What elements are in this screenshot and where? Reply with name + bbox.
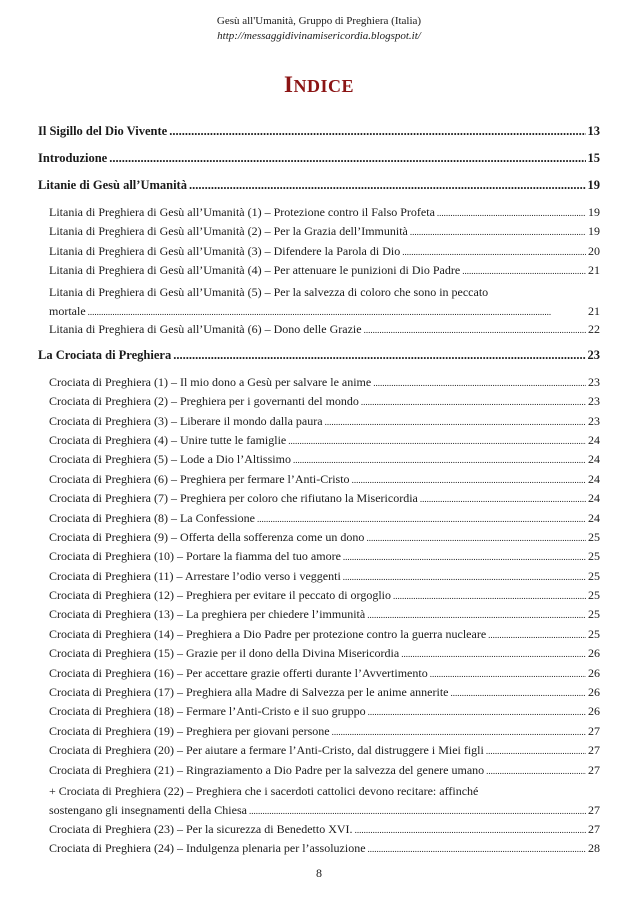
toc-subentry-line2 [49,801,600,821]
toc-subentry-title: Crociata di Preghiera (21) – Ringraziamento a Dio Padre per la salvezza del genere umano [49,762,485,777]
toc-subentry-page: 28 [588,841,600,856]
toc-entry-page: 13 [587,124,600,138]
toc-subentry-title: Litania di Preghiera di Gesù all’Umanità (2) – Per la Grazia dell’Immunità [49,224,408,239]
toc-subentry-page: 25 [588,626,600,641]
toc-entry-sigillo[interactable] [38,124,600,151]
toc-leader-dots [293,453,586,467]
toc-leader-dots [410,225,586,239]
toc-subentry-title: Crociata di Preghiera (9) – Offerta della sofferenza come un dono [49,529,365,544]
toc-subentry-title: Crociata di Preghiera (12) – Preghiera per evitare il peccato di orgoglio [49,588,391,603]
toc-subentry-title: Crociata di Preghiera (4) – Unire tutte le famiglie [49,432,287,447]
toc-subentry-title: Crociata di Preghiera (23) – Per la sicurezza di Benedetto XVI. [49,821,353,836]
toc-subentry[interactable] [38,743,600,762]
toc-subentry-title: Crociata di Preghiera (14) – Preghiera a Dio Padre per protezione contro la guerra nucleare [49,626,487,641]
toc-leader-dots [189,178,586,192]
toc-subentry[interactable] [38,627,600,646]
toc-entry-crociata[interactable] [38,348,600,375]
toc-subentry-multiline[interactable] [38,283,600,323]
index-title-initial: I [284,72,294,97]
toc-subentry[interactable] [38,511,600,530]
toc-subentry[interactable] [38,588,600,607]
toc-subentry-page: 21 [588,263,600,278]
toc-leader-dots [364,323,586,337]
toc-subentry[interactable] [38,724,600,743]
toc-subentry-multiline[interactable] [38,782,600,822]
toc-entry-page: 23 [587,347,600,362]
toc-leader-dots [401,647,586,661]
toc-subentry-page: 25 [588,607,600,622]
toc-leader-dots [355,823,586,837]
toc-leader-dots [325,415,586,429]
toc-subentry-title: Crociata di Preghiera (5) – Lode a Dio l’Altissimo [49,452,291,467]
toc-subentry-page: 20 [588,243,600,258]
toc-subentry[interactable] [38,224,600,243]
toc-subentry-title: Litania di Preghiera di Gesù all’Umanità (3) – Difendere la Parola di Dio [49,243,401,258]
toc-leader-dots [420,492,586,506]
toc-subentry-title: Crociata di Preghiera (19) – Preghiera per giovani persone [49,723,330,738]
toc-subentry-page: 25 [588,529,600,544]
toc-subentry[interactable] [38,685,600,704]
toc-leader-dots [368,842,586,856]
toc-subentry-page: 27 [588,743,600,758]
toc-subentry-title-line1: Litania di Preghiera di Gesù all’Umanità (5) – Per la salvezza di coloro che sono in peccato [49,284,489,299]
toc-leader-dots [367,608,586,622]
toc-subentry-page: 24 [588,432,600,447]
header-title: Gesù all'Umanità, Gruppo di Preghiera (Italia) [216,15,422,27]
toc-leader-dots [368,705,586,719]
toc-leader-dots [437,206,586,220]
toc-entry-page: 15 [587,151,600,165]
toc-subentry[interactable] [38,263,600,282]
toc-subentry-page: 27 [588,803,600,818]
toc-subentry-title: Crociata di Preghiera (20) – Per aiutare a fermare l’Anti-Cristo, dal distruggere i Miei figli [49,743,484,758]
toc-subentry-page: 25 [588,549,600,564]
index-title-rest: NDICE [293,76,354,96]
toc-entry-title: La Crociata di Preghiera [38,347,172,362]
toc-subentry-title: Crociata di Preghiera (13) – La preghiera per chiedere l’immunità [49,607,366,622]
toc-subentry[interactable] [38,549,600,568]
toc-subentry[interactable] [38,569,600,588]
toc-leader-dots [173,348,585,362]
toc-subentry[interactable] [38,646,600,665]
toc-subentry-page: 26 [588,685,600,700]
toc-subentry-title: Litania di Preghiera di Gesù all’Umanità (1) – Protezione contro il Falso Profeta [49,205,435,219]
toc-subentry-title: Crociata di Preghiera (16) – Per accettare grazie offerti durante l’Avvertimento [49,665,428,680]
toc-leader-dots [451,686,587,700]
toc-subentry-line2 [49,302,600,322]
toc-subentry-title: Crociata di Preghiera (17) – Preghiera alla Madre di Salvezza per le anime annerite [49,685,449,700]
toc-entry-title: Introduzione [38,151,108,165]
toc-leader-dots [288,434,586,448]
toc-subentry-page: 27 [588,762,600,777]
toc-subentry-title: Crociata di Preghiera (11) – Arrestare l’odio verso i veggenti [49,568,341,583]
toc-leader-dots [462,264,586,278]
toc-leader-dots [343,550,586,564]
toc-leader-dots [488,628,586,642]
toc-leader-dots [257,512,586,526]
toc-subentry[interactable] [38,704,600,723]
crociata-subentries [38,375,600,782]
toc-subentry-title: Crociata di Preghiera (6) – Preghiera per fermare l’Anti-Cristo [49,471,350,486]
toc-entry-litanie[interactable] [38,178,600,205]
toc-subentry-title: Crociata di Preghiera (8) – La Confessione [49,510,255,525]
toc-subentry-page: 24 [588,491,600,506]
toc-subentry[interactable] [38,607,600,626]
toc-subentry-title: Crociata di Preghiera (18) – Fermare l’Anti-Cristo e il suo gruppo [49,704,366,719]
toc-leader-dots [343,570,586,584]
toc-leader-dots [402,245,586,259]
toc-subentry-title-line1: + Crociata di Preghiera (22) – Preghiera che i sacerdoti cattolici devono recitare: affinché [49,783,479,798]
index-title [0,72,638,98]
toc-subentry-page: 19 [588,224,600,239]
toc-subentry-page: 26 [588,665,600,680]
toc-entry-title: Il Sigillo del Dio Vivente [38,124,168,138]
toc-leader-dots [352,473,586,487]
page-header [0,14,638,44]
toc-subentry-page: 23 [588,374,600,389]
toc-subentry-page: 19 [588,205,600,219]
toc-leader-dots [430,667,586,681]
toc-subentry[interactable] [38,530,600,549]
toc-subentry-page: 23 [588,394,600,409]
toc-subentry[interactable] [38,763,600,782]
toc-subentry[interactable] [38,491,600,510]
toc-subentry[interactable] [38,322,600,341]
toc-leader-dots [169,124,585,138]
toc-leader-dots [366,531,586,545]
crociata-subentries-after [38,822,600,861]
toc-subentry[interactable] [38,394,600,413]
toc-subentry-page: 26 [588,646,600,661]
toc-subentry-title: Crociata di Preghiera (7) – Preghiera per coloro che rifiutano la Misericordia [49,491,418,506]
toc-subentry[interactable] [38,244,600,263]
header-url: http://messaggidivinamisericordia.blogspot.it/ [217,30,421,42]
toc-subentry[interactable] [38,822,600,841]
toc-leader-dots [109,151,585,165]
toc-subentry-page: 22 [588,322,600,337]
toc-subentry[interactable] [38,472,600,491]
toc-subentry-title: Litania di Preghiera di Gesù all’Umanità (6) – Dono delle Grazie [49,322,362,337]
toc-subentry[interactable] [38,666,600,685]
toc-subentry[interactable] [38,433,600,452]
toc-subentry-title: Crociata di Preghiera (3) – Liberare il mondo dalla paura [49,413,323,428]
toc-subentry[interactable] [38,205,600,224]
toc-leader-dots [486,744,586,758]
toc-subentry[interactable] [38,841,600,860]
toc-subentry-title-line2: sostengano gli insegnamenti della Chiesa [49,803,247,818]
toc-subentry-page: 21 [588,303,600,318]
toc-subentry-page: 25 [588,568,600,583]
toc-leader-dots [249,802,586,821]
toc-subentry-page: 24 [588,471,600,486]
table-of-contents [38,124,600,861]
toc-subentry-page: 24 [588,510,600,525]
toc-subentry-title: Crociata di Preghiera (24) – Indulgenza plenaria per l’assoluzione [49,841,366,856]
toc-subentry-page: 24 [588,452,600,467]
toc-leader-dots [88,303,586,322]
toc-subentry[interactable] [38,452,600,471]
toc-entry-page: 19 [587,178,600,192]
toc-subentry[interactable] [38,375,600,394]
toc-subentry-title: Crociata di Preghiera (10) – Portare la fiamma del tuo amore [49,549,341,564]
toc-entry-introduzione[interactable] [38,151,600,178]
toc-subentry-page: 26 [588,704,600,719]
toc-subentry-title: Crociata di Preghiera (1) – Il mio dono a Gesù per salvare le anime [49,374,372,389]
toc-subentry-title: Litania di Preghiera di Gesù all’Umanità (4) – Per attenuare le punizioni di Dio Padre [49,263,461,278]
page-number: 8 [316,866,322,880]
toc-entry-title: Litanie di Gesù all’Umanità [38,178,187,192]
toc-subentry[interactable] [38,414,600,433]
toc-subentry-title: Crociata di Preghiera (15) – Grazie per il dono della Divina Misericordia [49,646,400,661]
toc-leader-dots [361,395,586,409]
toc-subentry-title-line2: mortale [49,303,86,318]
toc-leader-dots [486,764,586,778]
toc-subentry-page: 27 [588,723,600,738]
toc-leader-dots [332,725,586,739]
toc-leader-dots [393,589,586,603]
toc-subentry-page: 27 [588,821,600,836]
toc-subentry-page: 25 [588,588,600,603]
toc-subentry-page: 23 [588,413,600,428]
toc-leader-dots [373,376,586,390]
toc-subentry-title: Crociata di Preghiera (2) – Preghiera per i governanti del mondo [49,394,359,409]
litanie-subentries [38,205,600,342]
